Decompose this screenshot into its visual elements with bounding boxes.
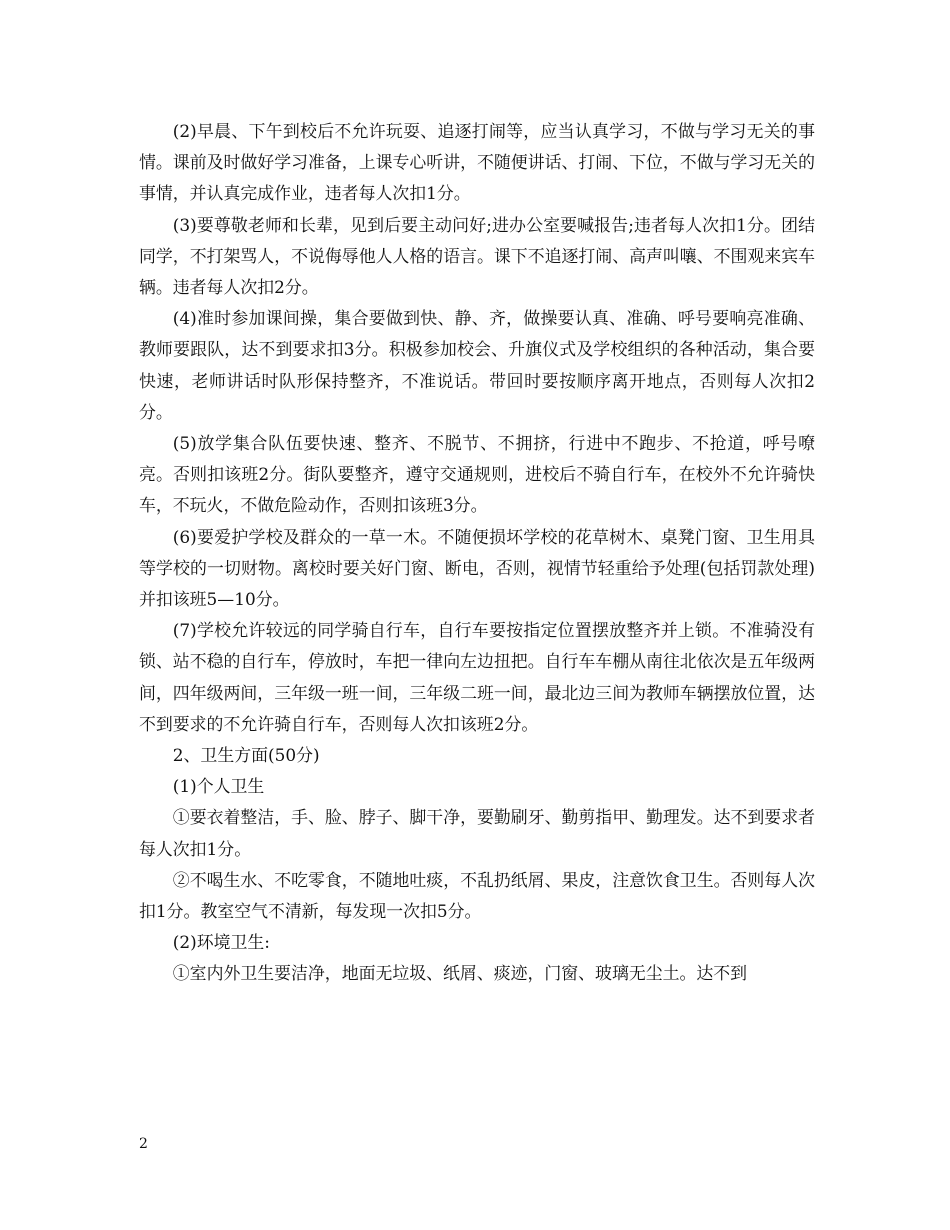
paragraph-environment-1: ①室内外卫生要洁净，地面无垃圾、纸屑、痰迹，门窗、玻璃无尘土。达不到: [172, 963, 748, 984]
paragraph-rule-6: (6)要爱护学校及群众的一草一木。不随便损坏学校的花草树木、桌凳门窗、卫生用具等学校的一切财物。离校时要关好门窗、断电，否则，视情节轻重给予处理(包括罚款处理)并扣该班5—10分。: [139, 526, 815, 610]
paragraph-personal-1: ①要衣着整洁，手、脸、脖子、脚干净，要勤刷牙、勤剪指甲、勤理发。达不到要求者每人次扣1分。: [139, 807, 815, 859]
paragraph-rule-3: (3)要尊敬老师和长辈，见到后要主动问好;进办公室要喊报告;违者每人次扣1分。团结同学，不打架骂人，不说侮辱他人人格的语言。课下不追逐打闹、高声叫嚷、不围观来宾车辆。违者每人次扣2分。: [139, 214, 815, 298]
subsection-personal-hygiene: (1)个人卫生: [172, 776, 265, 797]
paragraph-personal-2: ②不喝生水、不吃零食，不随地吐痰，不乱扔纸屑、果皮，注意饮食卫生。否则每人次扣1分。教室空气不清新，每发现一次扣5分。: [139, 869, 815, 922]
section-heading-hygiene: 2、卫生方面(50分): [172, 745, 320, 766]
page-number: 2: [139, 1136, 148, 1152]
subsection-environment-hygiene: (2)环境卫生:: [172, 932, 270, 953]
paragraph-rule-2: (2)早晨、下午到校后不允许玩耍、追逐打闹等，应当认真学习，不做与学习无关的事情。课前及时做好学习准备，上课专心听讲，不随便讲话、打闹、下位，不做与学习无关的事情，并认真完成作业，违者每人次扣1分。: [139, 121, 815, 204]
paragraph-rule-4: (4)准时参加课间操，集合要做到快、静、齐，做操要认真、准确、呼号要响亮准确、教师要跟队，达不到要求扣3分。积极参加校会、升旗仪式及学校组织的各种活动，集合要快速，老师讲话时队形保持整齐，不准说话。带回时要按顺序离开地点，否则每人次扣2分。: [139, 308, 815, 422]
paragraph-rule-7: (7)学校允许较远的同学骑自行车，自行车要按指定位置摆放整齐并上锁。不准骑没有锁、站不稳的自行车，停放时，车把一律向左边扭把。自行车车棚从南往北依次是五年级两间，四年级两间，三年级一班一间，三年级二班一间，最北边三间为教师车辆摆放位置，达不到要求的不允许骑自行车，否则每人次扣该班2分。: [139, 620, 815, 734]
body-text: [139, 116, 815, 990]
paragraph-rule-5: (5)放学集合队伍要快速、整齐、不脱节、不拥挤，行进中不跑步、不抢道，呼号嘹亮。否则扣该班2分。街队要整齐，遵守交通规则，进校后不骑自行车，在校外不允许骑快车，不玩火，不做危险动作，否则扣该班3分。: [139, 433, 815, 516]
